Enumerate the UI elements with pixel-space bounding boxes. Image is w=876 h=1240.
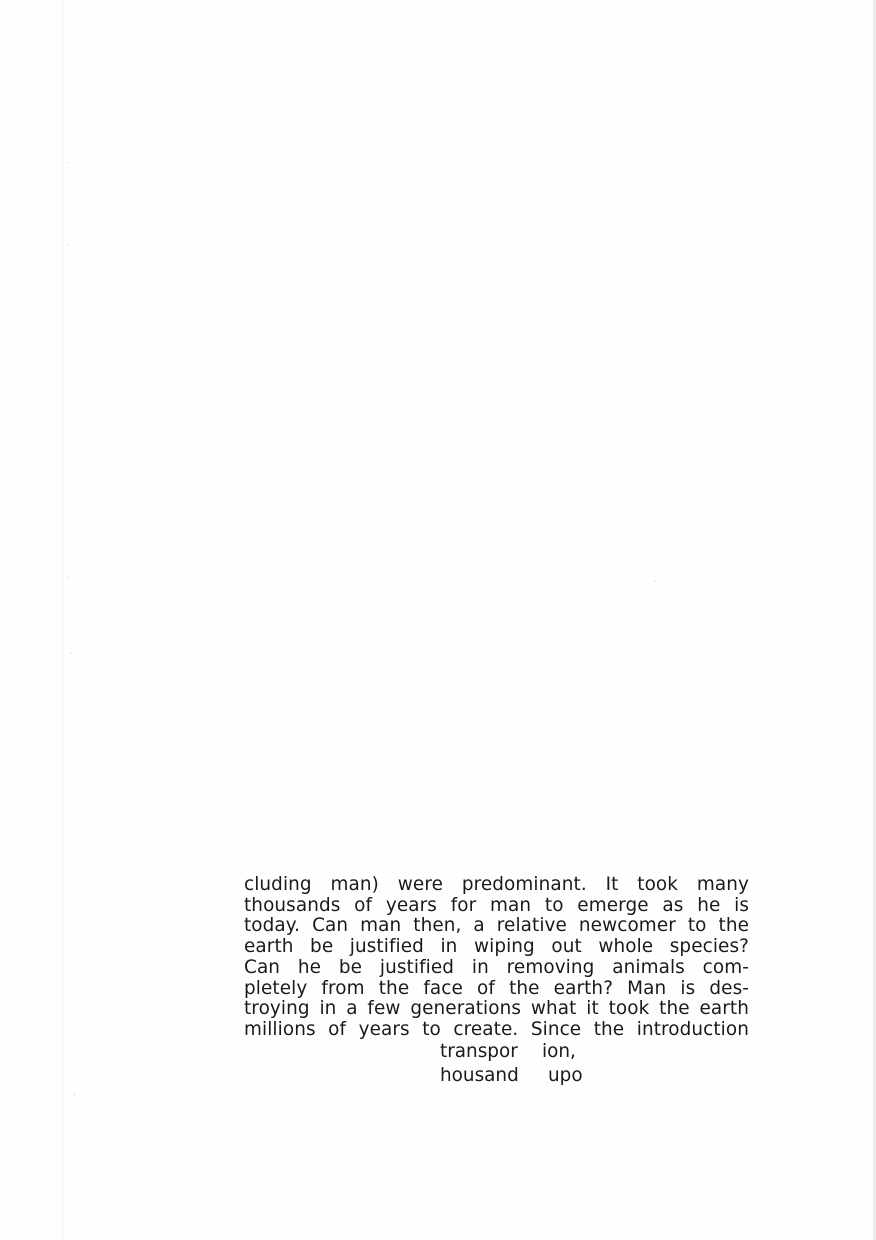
text-fragment: transpor <box>440 1041 518 1062</box>
margin-speck: · <box>67 241 70 250</box>
text-line: today. Can man then, a relative newcomer to the <box>244 915 749 937</box>
text-line: earth be justified in wiping out whole species? <box>244 936 749 958</box>
text-line: cluding man) were predominant. It took many <box>244 874 749 895</box>
body-paragraph <box>244 875 749 1041</box>
page-speck: · <box>654 577 657 586</box>
margin-speck: · <box>66 573 69 582</box>
text-line: Can he be justified in removing animals com- <box>244 956 749 978</box>
text-line: pletely from the face of the earth? Man is des- <box>244 977 749 999</box>
margin-speck: · <box>70 649 73 658</box>
margin-speck: · <box>73 1091 76 1100</box>
text-line: millions of years to create. Since the introduction <box>244 1018 749 1040</box>
partial-text-line <box>440 1042 576 1063</box>
partial-text-line <box>440 1066 583 1087</box>
page-left-edge <box>62 0 63 1240</box>
margin-speck: · <box>66 159 69 168</box>
text-line: thousands of years for man to emerge as he is <box>244 894 749 916</box>
text-fragment: housand <box>440 1065 519 1086</box>
text-line: troying in a few generations what it took the earth <box>244 998 749 1020</box>
text-fragment: ion, <box>542 1041 576 1062</box>
text-fragment: upo <box>548 1065 583 1086</box>
